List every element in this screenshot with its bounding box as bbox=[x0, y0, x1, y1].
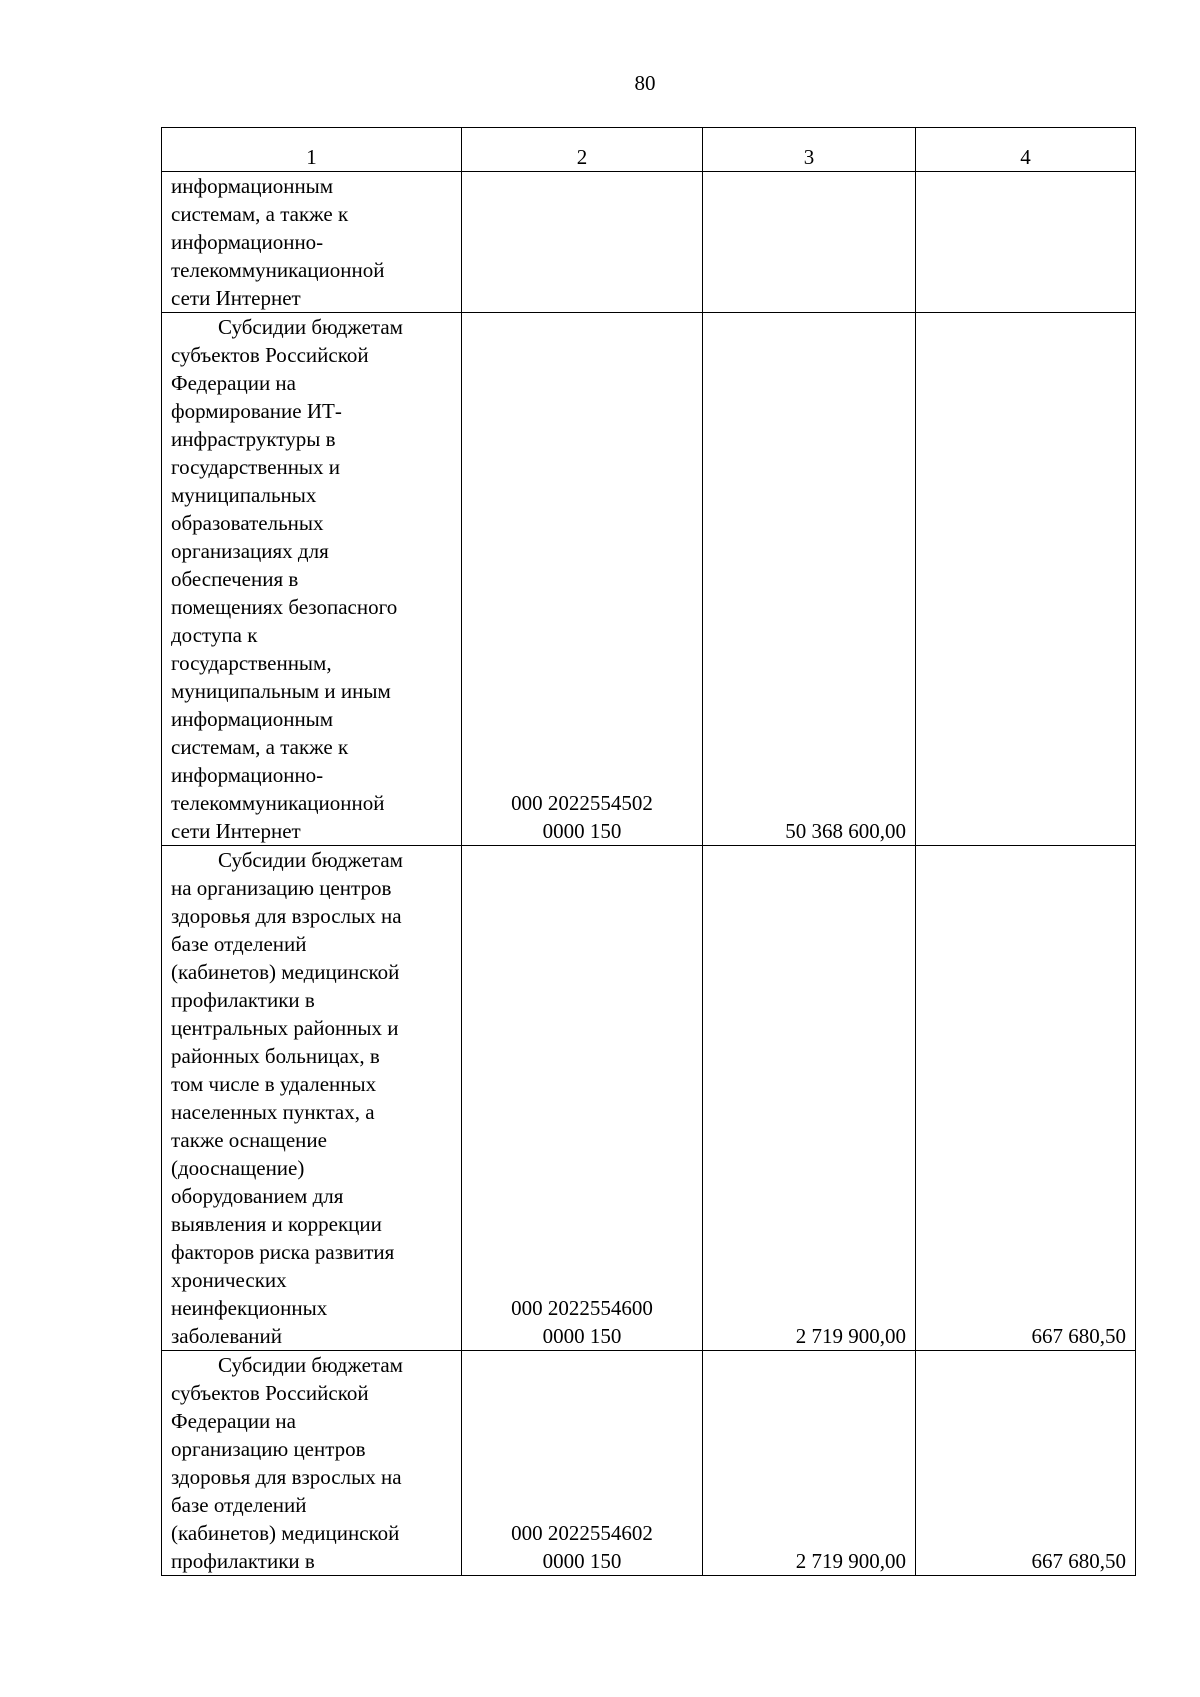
header-col-2: 2 bbox=[462, 128, 703, 172]
row-amount-3 bbox=[703, 172, 916, 313]
row-amount-3: 50 368 600,00 bbox=[703, 313, 916, 846]
table-row bbox=[162, 846, 1136, 1351]
budget-table bbox=[161, 127, 1136, 1576]
page-number: 80 bbox=[634, 71, 656, 95]
row-description-cell bbox=[162, 172, 462, 313]
row-code-cell bbox=[462, 1351, 703, 1576]
table-row bbox=[162, 172, 1136, 313]
row-description-first-line: Субсидии бюджетам bbox=[218, 1353, 403, 1377]
row-code: 000 2022554600 0000 150 bbox=[511, 1296, 653, 1348]
table-row bbox=[162, 1351, 1136, 1576]
table-header-row bbox=[162, 128, 1136, 172]
row-code-cell bbox=[462, 846, 703, 1351]
row-amount-3: 2 719 900,00 bbox=[703, 846, 916, 1351]
row-description: субъектов Российской Федерации на формирование ИТ- инфраструктуры в государственных и муниципальных образовательных организациях для обеспечения в помещениях безопасного доступа к государственным, муниципальным и иным информационным системам, а также к информационно- телекоммуникационной сети Интернет bbox=[171, 343, 398, 843]
row-description: информационным системам, а также к информационно- телекоммуникационной сети Интернет bbox=[171, 174, 385, 310]
row-amount-4 bbox=[916, 313, 1136, 846]
row-description-cell bbox=[162, 1351, 462, 1576]
row-description-cell bbox=[162, 846, 462, 1351]
row-description-first-line: Субсидии бюджетам bbox=[218, 848, 403, 872]
header-col-3: 3 bbox=[703, 128, 916, 172]
row-amount-4 bbox=[916, 172, 1136, 313]
row-code-cell bbox=[462, 313, 703, 846]
header-col-4: 4 bbox=[916, 128, 1136, 172]
table-row bbox=[162, 313, 1136, 846]
row-code: 000 2022554502 0000 150 bbox=[511, 791, 653, 843]
row-code-cell bbox=[462, 172, 703, 313]
row-amount-4: 667 680,50 bbox=[916, 1351, 1136, 1576]
row-description-cell bbox=[162, 313, 462, 846]
header-col-1: 1 bbox=[162, 128, 462, 172]
row-description: субъектов Российской Федерации на организацию центров здоровья для взрослых на базе отделений (кабинетов) медицинской профилактики в bbox=[171, 1381, 402, 1573]
row-description: на организацию центров здоровья для взрослых на базе отделений (кабинетов) медицинской профилактики в центральных районных и районных больницах, в том числе в удаленных населенных пунктах, а также оснащение (дооснащение) оборудованием для выявления и коррекции факторов риска развития хронических неинфекционных заболеваний bbox=[171, 876, 402, 1348]
row-code: 000 2022554602 0000 150 bbox=[511, 1521, 653, 1573]
row-description-first-line: Субсидии бюджетам bbox=[218, 315, 403, 339]
row-amount-3: 2 719 900,00 bbox=[703, 1351, 916, 1576]
row-amount-4: 667 680,50 bbox=[916, 846, 1136, 1351]
